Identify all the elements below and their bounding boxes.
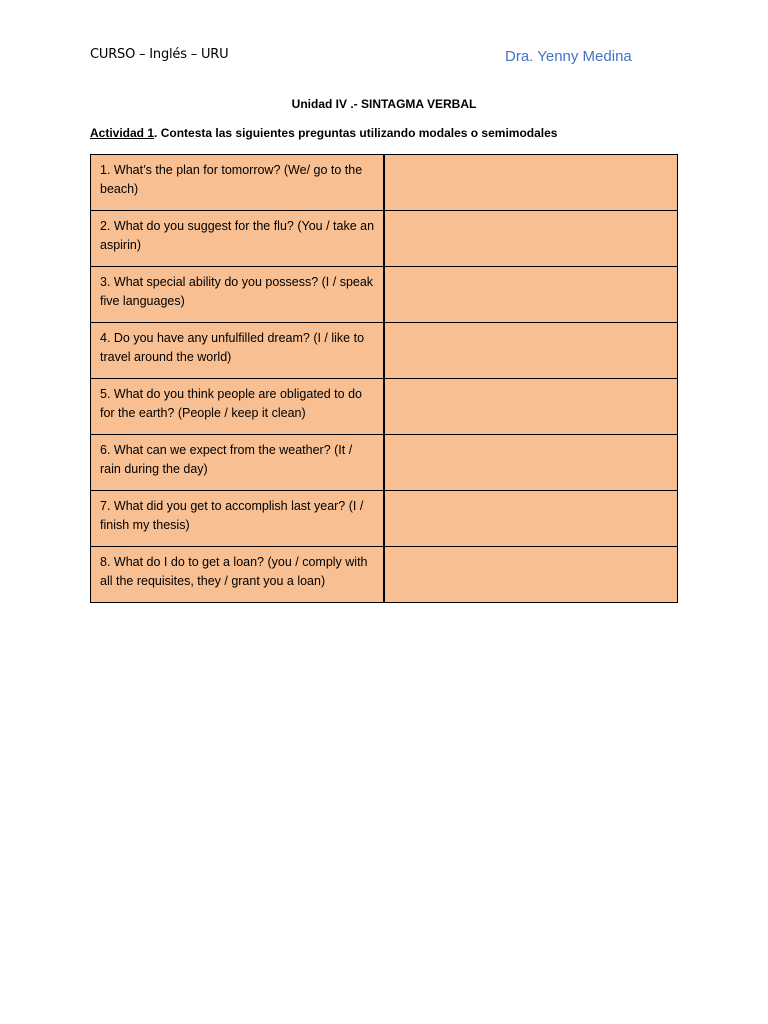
author-name: Dra. Yenny Medina xyxy=(505,48,632,65)
table-row xyxy=(91,323,678,379)
question-cell: 5. What do you think people are obligated to do for the earth? (People / keep it clean) xyxy=(91,379,384,435)
table-row xyxy=(91,547,678,603)
table-row xyxy=(91,379,678,435)
table-row xyxy=(91,267,678,323)
table-row xyxy=(91,211,678,267)
unit-title: Unidad IV .- SINTAGMA VERBAL xyxy=(291,97,477,111)
answer-cell[interactable] xyxy=(384,267,678,323)
question-cell: 3. What special ability do you possess? (I / speak five languages) xyxy=(91,267,384,323)
answer-cell[interactable] xyxy=(384,155,678,211)
table-row xyxy=(91,155,678,211)
answer-cell[interactable] xyxy=(384,547,678,603)
course-header: CURSO – Inglés – URU xyxy=(90,47,229,62)
activity-instructions xyxy=(90,126,557,140)
activity-label: Actividad 1 xyxy=(90,126,155,140)
question-cell: 2. What do you suggest for the flu? (You / take an aspirin) xyxy=(91,211,384,267)
answer-cell[interactable] xyxy=(384,323,678,379)
question-cell: 7. What did you get to accomplish last year? (I / finish my thesis) xyxy=(91,491,384,547)
answer-cell[interactable] xyxy=(384,379,678,435)
question-cell: 8. What do I do to get a loan? (you / comply with all the requisites, they / grant you a loan) xyxy=(91,547,384,603)
activity-instructions-text: . Contesta las siguientes preguntas utilizando modales o semimodales xyxy=(154,126,558,140)
question-cell: 1. What’s the plan for tomorrow? (We/ go to the beach) xyxy=(91,155,384,211)
questions-table xyxy=(90,154,678,603)
table-row xyxy=(91,435,678,491)
answer-cell[interactable] xyxy=(384,211,678,267)
answer-cell[interactable] xyxy=(384,435,678,491)
answer-cell[interactable] xyxy=(384,491,678,547)
question-cell: 4. Do you have any unfulfilled dream? (I / like to travel around the world) xyxy=(91,323,384,379)
question-cell: 6. What can we expect from the weather? (It / rain during the day) xyxy=(91,435,384,491)
table-row xyxy=(91,491,678,547)
